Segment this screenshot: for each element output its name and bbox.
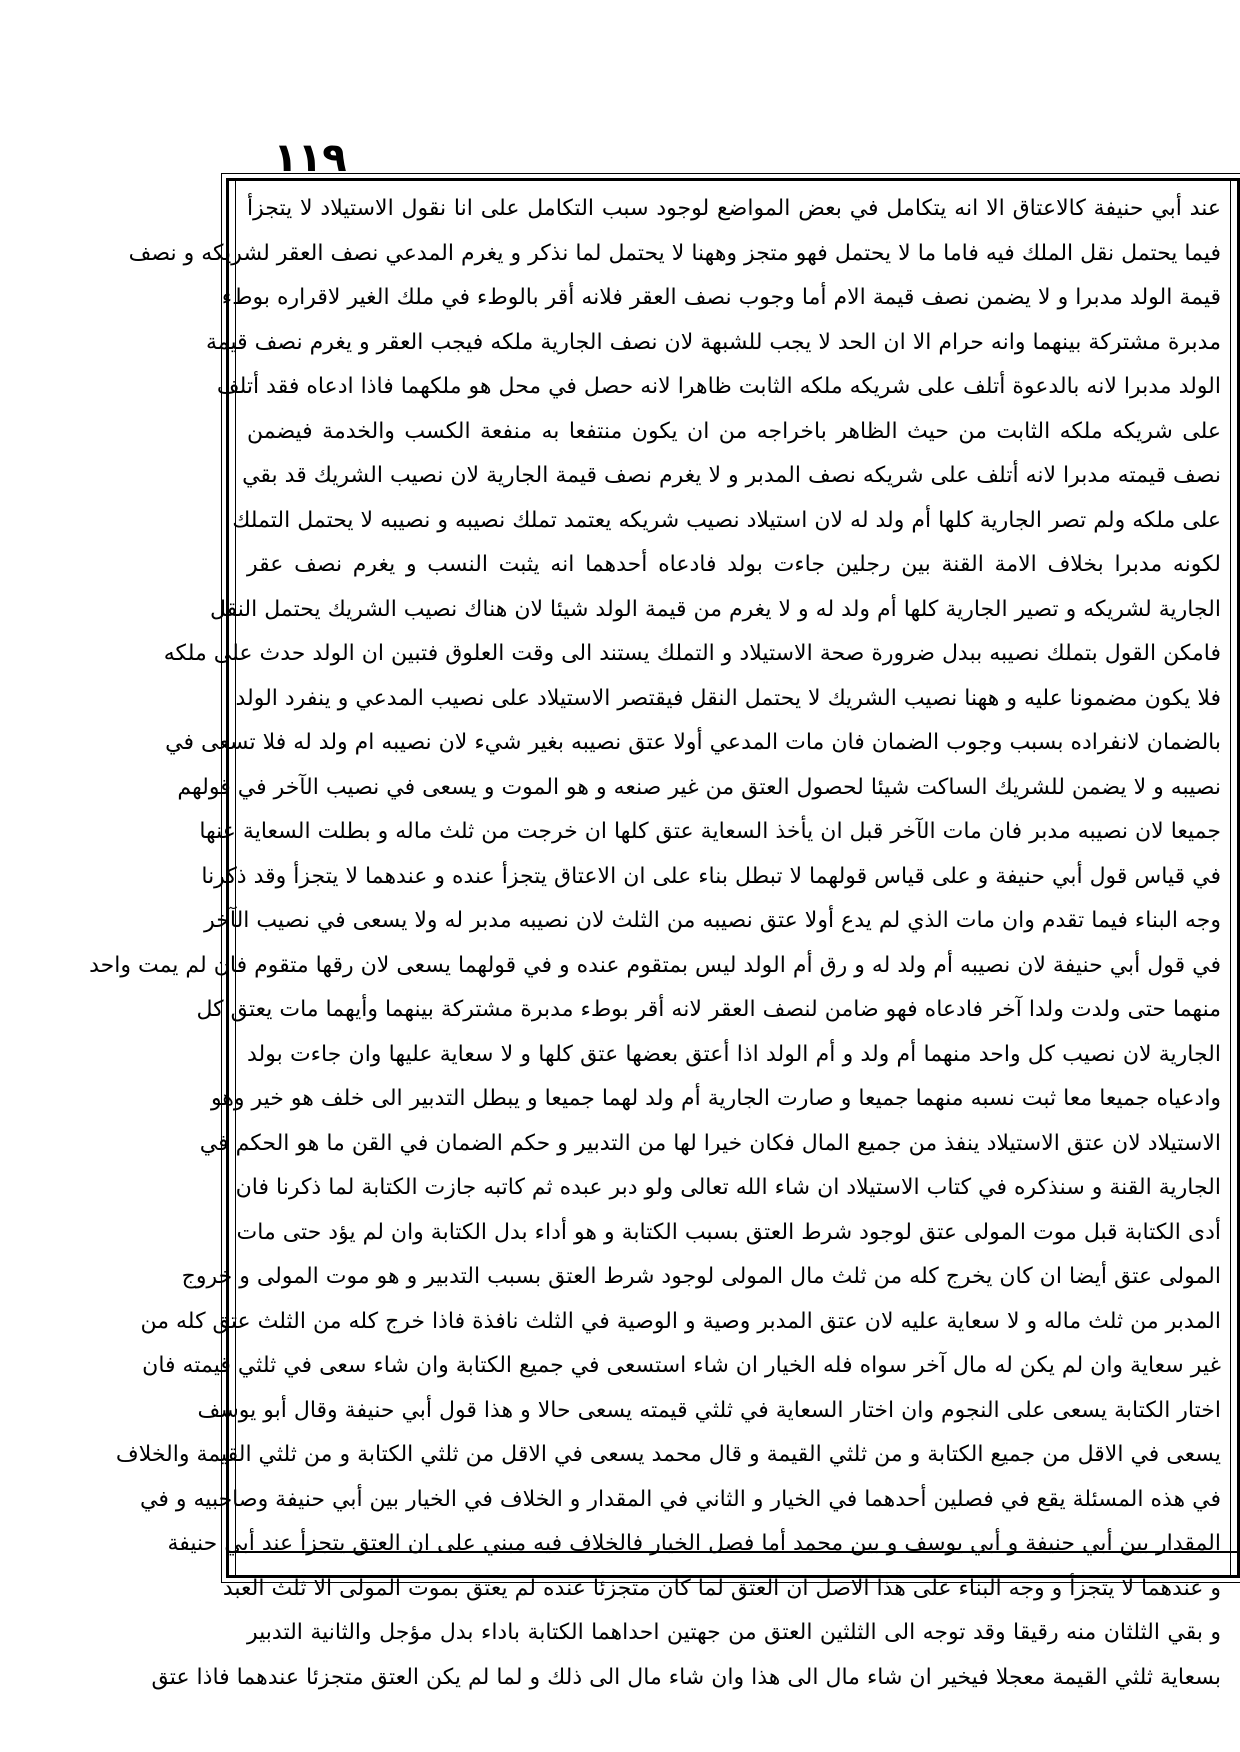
text-frame [89,178,1240,1690]
text-line: نصف قيمته مدبرا لانه أتلف على شريكه نصف المدبر و لا يغرم نصف قيمة الجارية لان نصيب الشريك قد بقي [242,463,1221,488]
text-line: وجه البناء فيما تقدم وان مات الذي لم يدع أولا عتق نصيبه من الثلث لان نصيبه مدبر له ولا يسعى في نصيب الآخر [204,908,1221,933]
text-line: في هذه المسئلة يقع في فصلين أحدهما في الخيار و الثاني في المقدار و الخلاف في الخيار بين أبي حنيفة وصاحبيه و في [140,1486,1221,1512]
text-line: اختار الكتابة يسعى على النجوم وان اختار السعاية في ثلثي قيمته يسعى حالا و هذا قول أبي حنيفة وقال أبو يوسف [197,1397,1221,1423]
text-line: و عندهما لا يتجزأ و وجه البناء على هذا الاصل ان العتق لما كان متجزئا عنده لم يعتق بموت المولى الا ثلث العبد [222,1575,1221,1601]
text-line: الجارية القنة و سنذكره في كتاب الاستيلاد ان شاء الله تعالى ولو دبر عبده ثم كاتبه جازت الكتابة لما ذكرنا فان [235,1175,1221,1200]
text-line: فلا يكون مضمونا عليه و ههنا نصيب الشريك لا يحتمل النقل فيقتصر الاستيلاد على نصيب المدعي و ينفرد الولد [235,685,1221,711]
text-line: في قول أبي حنيفة لان نصيبه أم ولد له و رق أم الولد ليس بمتقوم عنده و في قولهما يسعى لان رقها متقوم فان لم يمت واحد [89,952,1221,978]
text-line: الاستيلاد لان عتق الاستيلاد ينفذ من جميع المال فكان خيرا لها من التدبير و حكم الضمان في القن ما هو الحكم في [199,1130,1221,1156]
text-line: منهما حتى ولدت ولدا آخر فادعاه فهو ضامن لنصف العقر لانه أقر بوطء مدبرة مشتركة بينهما وأيهما مات يعتق كل [196,997,1221,1022]
text-line: قيمة الولد مدبرا و لا يضمن نصف قيمة الام أما وجوب نصف العقر فلانه أقر بالوطء في ملك الغير لاقراره بوطء [221,285,1221,310]
text-line: و بقي الثلثان منه رقيقا وقد توجه الى الثلثين العتق من جهتين احداهما الكتابة باداء بدل مؤجل والثانية التدبير [247,1620,1221,1645]
text-line: أدى الكتابة قبل موت المولى عتق لوجود شرط العتق بسبب الكتابة و هو أداء بدل الكتابة وان لم يؤد حتى مات [236,1219,1221,1245]
text-line: جميعا لان نصيبه مدبر فان مات الآخر قبل ان يأخذ السعاية عتق كلها ان خرجت من ثلث ماله و بطلت السعاية عنها [199,819,1221,844]
text-line: الجارية لان نصيب كل واحد منهما أم ولد و أم الولد اذا أعتق بعضها عتق كلها و لا سعاية عليها وان جاءت بولد [247,1041,1221,1067]
text-line: مدبرة مشتركة بينهما وانه حرام الا ان الحد لا يجب للشبهة لان نصف الجارية ملكه فيجب العقر و يغرم نصف قيمة [205,329,1221,355]
text-line: فيما يحتمل نقل الملك فيه فاما ما لا يحتمل فهو متجز وههنا لا يحتمل لما نذكر و يغرم المدعي نصف العقر لشريكه و نصف [128,240,1221,266]
frame-inner-right-rule [1230,181,1231,1575]
text-line: على شريكه ملكه الثابت من حيث الظاهر باخراجه من ان يكون منتفعا به منفعة الكسب والخدمة فيضمن [247,418,1221,444]
text-line: وادعياه جميعا معا ثبت نسبه منهما جميعا و صارت الجارية أم ولد لهما جميعا و يبطل التدبير الى خلف هو خير وهو [210,1086,1221,1111]
text-line: بسعاية ثلثي القيمة معجلا فيخير ان شاء مال الى هذا وان شاء مال الى ذلك و لما لم يكن العتق متجزئا عندهما فاذا عتق [151,1664,1221,1690]
text-line: الولد مدبرا لانه بالدعوة أتلف على شريكه ملكه الثابت ظاهرا لانه حصل في محل هو ملكهما فاذا ادعاه فقد أتلف [216,374,1221,399]
page-number: ١١٩ [273,135,347,181]
text-line: نصيبه و لا يضمن للشريك الساكت شيئا لحصول العتق من غير صنعه و هو الموت و يسعى في نصيب الآخر في قولهم [177,774,1221,800]
text-line: المقدار بين أبي حنيفة و أبي يوسف و بين محمد أما فصل الخيار فالخلاف فيه مبني على ان العتق يتجزأ عند أبي حنيفة [167,1531,1221,1556]
text-line: عند أبي حنيفة كالاعتاق الا انه يتكامل في بعض المواضع لوجود سبب التكامل على انا نقول الاستيلاد لا يتجزأ [247,196,1221,221]
text-line: الجارية لشريكه و تصير الجارية كلها أم ولد له و لا يغرم من قيمة الولد شيئا لان هناك نصيب الشريك يحتمل النقل [210,596,1221,622]
text-line: المولى عتق أيضا ان كان يخرج كله من ثلث مال المولى لوجود شرط العتق بسبب التدبير و هو موت المولى و خروج [181,1264,1221,1289]
text-line: يسعى في الاقل من جميع الكتابة و من ثلثي القيمة و قال محمد يسعى في الاقل من ثلثي الكتابة و من ثلثي القيمة والخلاف [115,1442,1221,1467]
text-line: فامكن القول بتملك نصيبه ببدل ضرورة صحة الاستيلاد و التملك يستند الى وقت العلوق فتبين ان الولد حدث على ملكه [163,641,1221,666]
body-text [89,187,1221,1700]
text-line: غير سعاية وان لم يكن له مال آخر سواه فله الخيار ان شاء استسعى في جميع الكتابة وان شاء سعى في ثلثي قيمته فان [142,1353,1221,1378]
text-line: في قياس قول أبي حنيفة و على قياس قولهما لا تبطل بناء على ان الاعتاق يتجزأ عنده و عندهما لا يتجزأ وقد ذكرنا [201,863,1221,889]
text-line: المدبر من ثلث ماله و لا سعاية عليه لان عتق المدبر وصية و الوصية في الثلث نافذة فاذا خرج كله من الثلث عتق كله من [140,1308,1221,1334]
text-line: لكونه مدبرا بخلاف الامة القنة بين رجلين جاءت بولد فادعاه أحدهما انه يثبت النسب و يغرم نصف عقر [247,552,1221,577]
text-line: بالضمان لانفراده بسبب وجوب الضمان فان مات المدعي أولا عتق نصيبه بغير شيء لان نصيبه ام ولد له فلا تسعى في [165,730,1221,755]
text-line: على ملكه ولم تصر الجارية كلها أم ولد له لان استيلاد نصيب شريكه يعتمد تملك نصيبه و نصيبه لا يحتمل التملك [232,507,1221,533]
